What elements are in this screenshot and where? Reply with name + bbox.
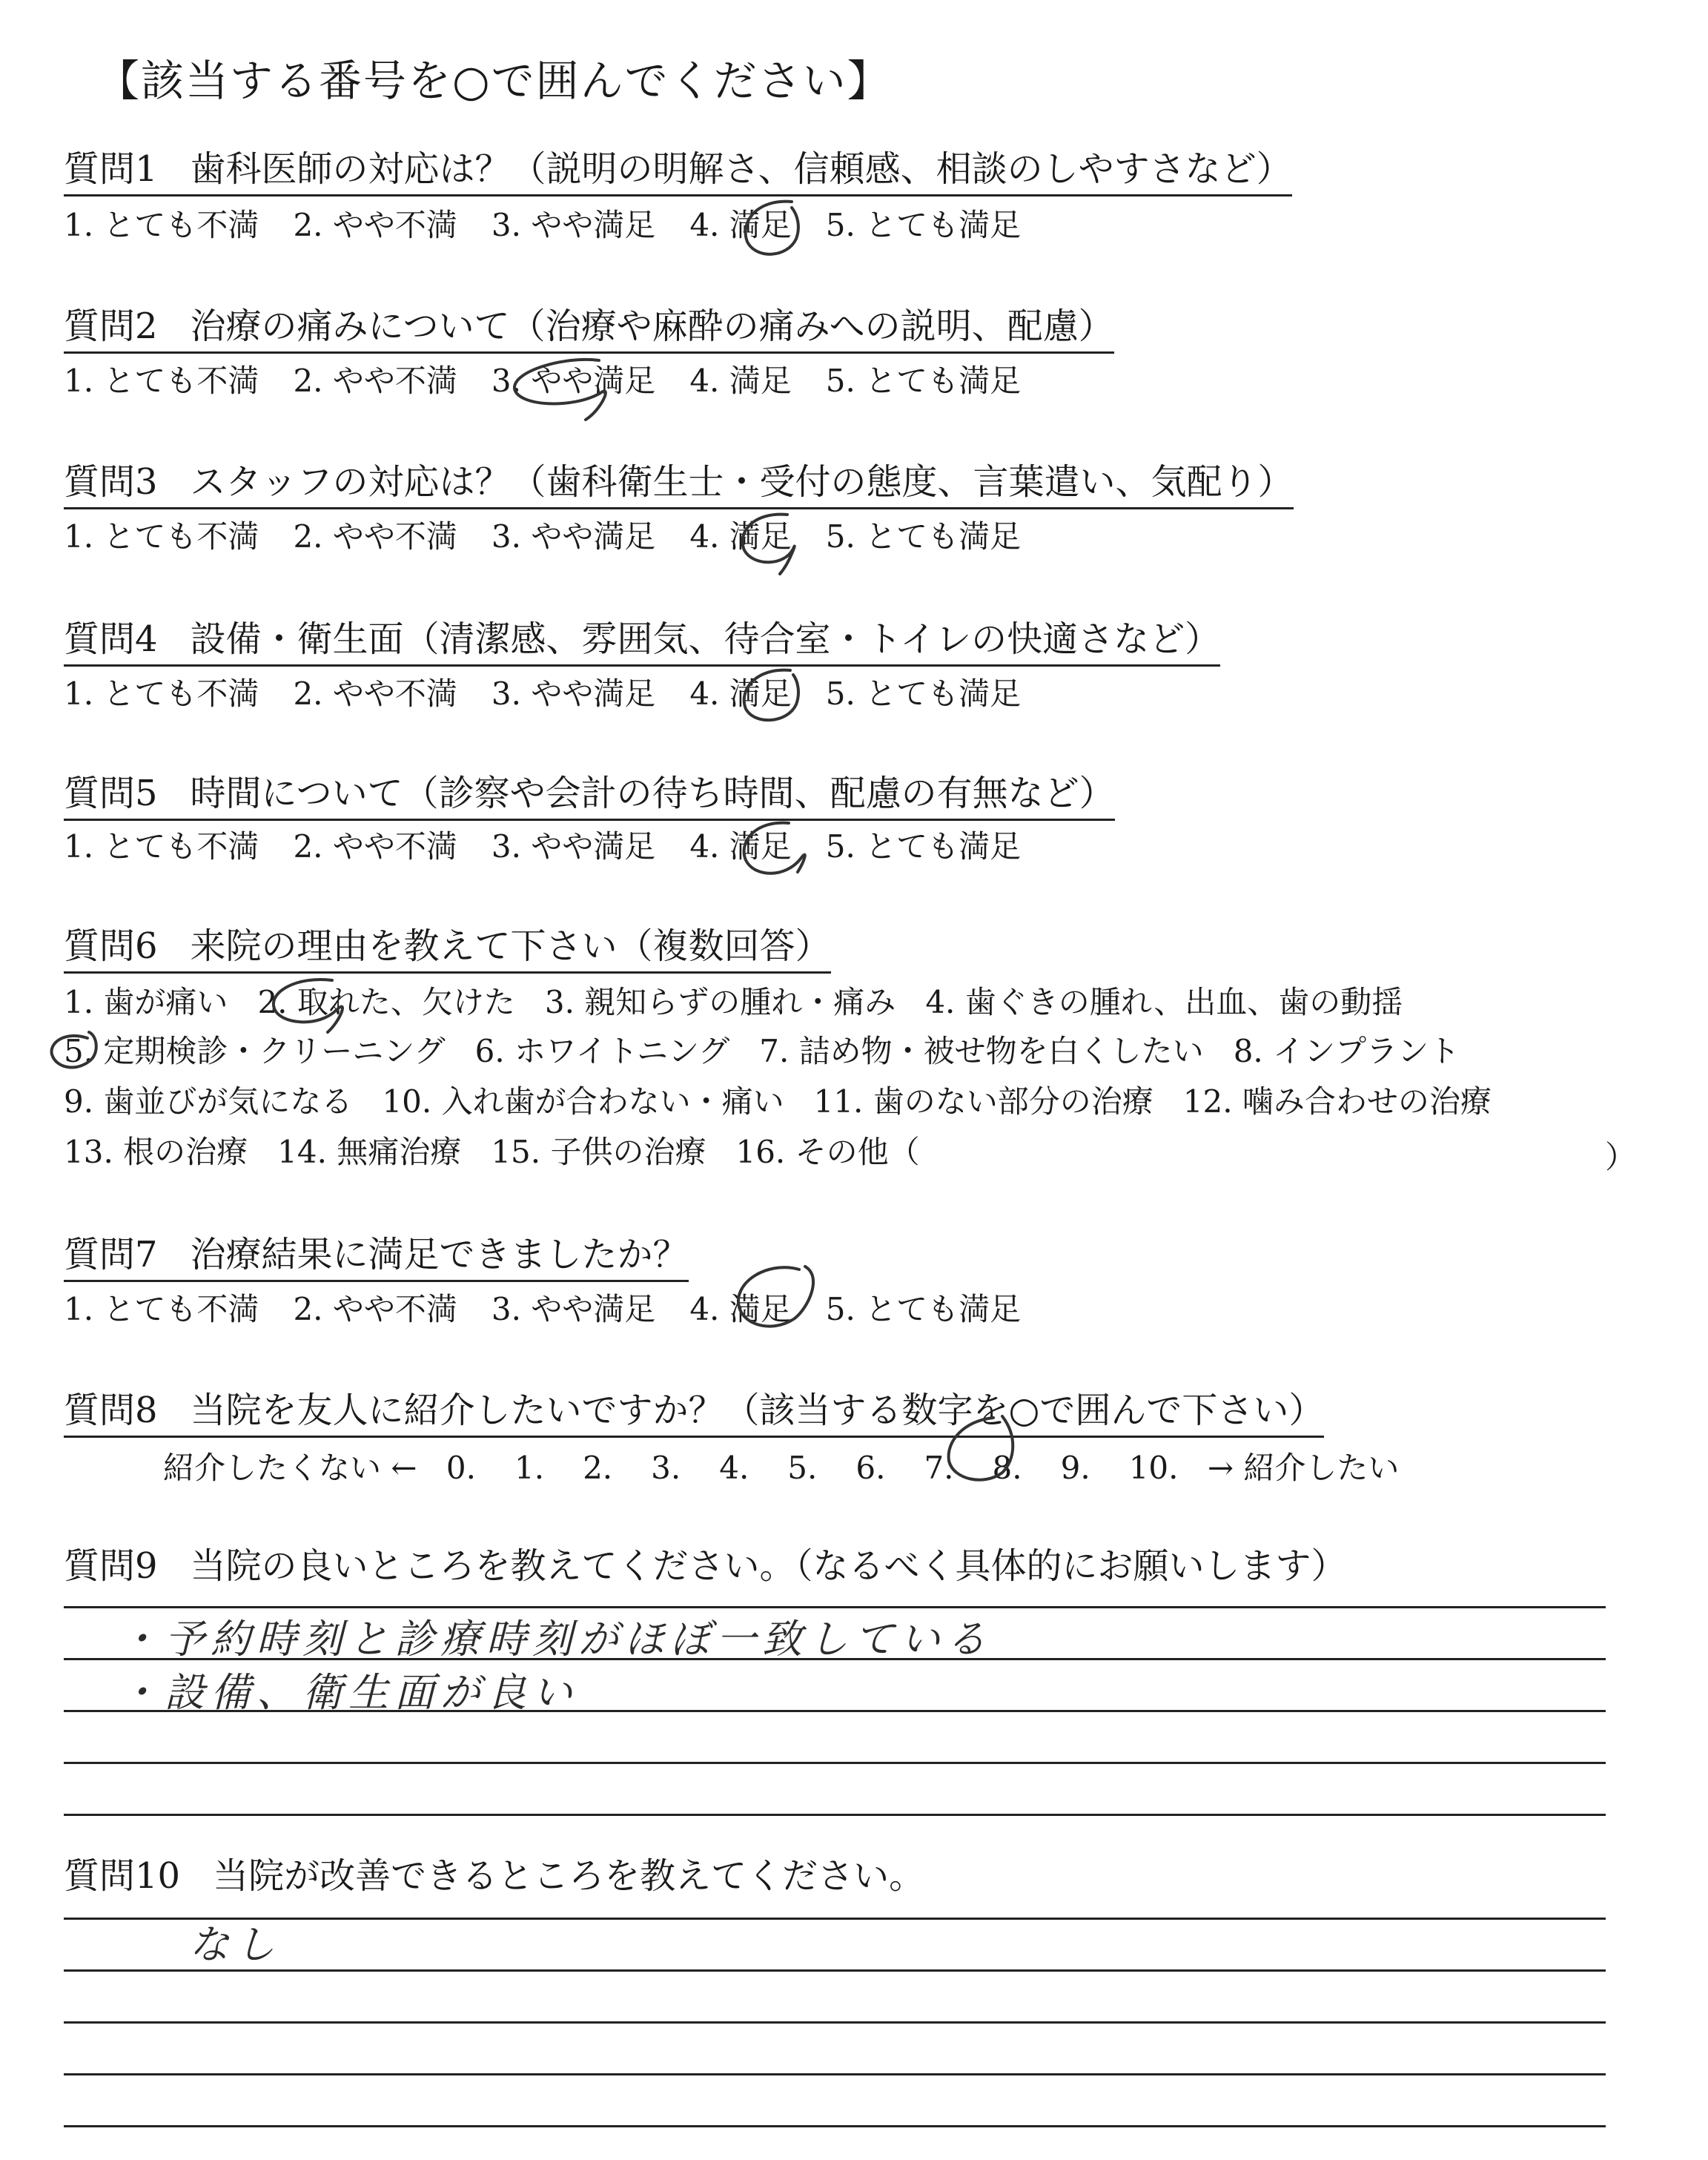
option-3[interactable]: 3. やや満足 bbox=[491, 828, 656, 865]
question-text: スタッフの対応は？（歯科衛生士・受付の態度、言葉遣い、気配り） bbox=[190, 461, 1294, 503]
options-q5 bbox=[64, 828, 1055, 866]
option-1[interactable]: 1. とても不満 bbox=[64, 1291, 259, 1327]
question-text: 来院の理由を教えて下さい（複数回答） bbox=[190, 925, 831, 967]
question-label: 質問10 bbox=[64, 1855, 181, 1897]
reason-4[interactable]: 4. 歯ぐきの腫れ、出血、歯の動揺 bbox=[925, 984, 1403, 1020]
option-3[interactable]: 3. やや満足 bbox=[491, 1291, 656, 1327]
question-3 bbox=[64, 460, 1294, 509]
scale-7[interactable]: 7. bbox=[924, 1450, 954, 1486]
question-7 bbox=[64, 1232, 689, 1282]
option-4[interactable]: 4. 満足 bbox=[689, 676, 792, 712]
reason-15[interactable]: 15. 子供の治療 bbox=[491, 1134, 706, 1170]
question-text: 治療結果に満足できましたか？ bbox=[190, 1234, 689, 1275]
question-text: 時間について（診察や会計の待ち時間、配慮の有無など） bbox=[190, 773, 1115, 814]
options-q4 bbox=[64, 675, 1055, 713]
option-2[interactable]: 2. やや不満 bbox=[293, 828, 457, 865]
answer-line bbox=[64, 1814, 1606, 1816]
options-q1 bbox=[64, 206, 1055, 245]
answer-line bbox=[64, 1762, 1606, 1764]
option-4[interactable]: 4. 満足 bbox=[689, 363, 792, 399]
question-text: 設備・衛生面（清潔感、雰囲気、待合室・トイレの快適さなど） bbox=[190, 618, 1221, 660]
option-1[interactable]: 1. とても不満 bbox=[64, 207, 259, 243]
question-label: 質問1 bbox=[64, 148, 158, 190]
page-title: 【該当する番号を○で囲んでください】 bbox=[96, 56, 892, 106]
question-label: 質問3 bbox=[64, 461, 158, 503]
reason-12[interactable]: 12. 噛み合わせの治療 bbox=[1182, 1083, 1492, 1120]
question-9 bbox=[64, 1544, 1347, 1588]
option-2[interactable]: 2. やや不満 bbox=[293, 1291, 457, 1327]
question-8 bbox=[64, 1388, 1324, 1438]
scale-2[interactable]: 2. bbox=[583, 1450, 613, 1486]
scale-8[interactable]: 8. bbox=[992, 1450, 1022, 1486]
question-label: 質問5 bbox=[64, 773, 158, 814]
question-text: 歯科医師の対応は？（説明の明解さ、信頼感、相談のしやすさなど） bbox=[190, 148, 1292, 190]
option-1[interactable]: 1. とても不満 bbox=[64, 363, 259, 399]
option-2[interactable]: 2. やや不満 bbox=[293, 676, 457, 712]
option-4[interactable]: 4. 満足 bbox=[689, 828, 792, 865]
handwritten-answer-2[interactable]: ・設備、衛生面が良い bbox=[119, 1669, 578, 1716]
question-label: 質問8 bbox=[64, 1390, 158, 1431]
question-label: 質問2 bbox=[64, 305, 158, 347]
option-5[interactable]: 5. とても満足 bbox=[825, 828, 1022, 865]
reason-11[interactable]: 11. 歯のない部分の治療 bbox=[813, 1083, 1153, 1120]
option-4[interactable]: 4. 満足 bbox=[689, 1291, 792, 1327]
question-1 bbox=[64, 147, 1292, 196]
scale-3[interactable]: 3. bbox=[651, 1450, 681, 1486]
question-4 bbox=[64, 617, 1220, 667]
option-1[interactable]: 1. とても不満 bbox=[64, 676, 259, 712]
scale-6[interactable]: 6. bbox=[855, 1450, 886, 1486]
scale-5[interactable]: 5. bbox=[787, 1450, 818, 1486]
question-10 bbox=[64, 1854, 924, 1898]
question-label: 質問6 bbox=[64, 925, 158, 967]
option-5[interactable]: 5. とても満足 bbox=[825, 207, 1022, 243]
answer-line bbox=[64, 1918, 1606, 1920]
option-2[interactable]: 2. やや不満 bbox=[293, 207, 457, 243]
reasons-row-1 bbox=[64, 983, 1432, 1022]
reasons-row-4 bbox=[64, 1133, 950, 1172]
question-label: 質問7 bbox=[64, 1234, 158, 1275]
answer-line bbox=[64, 2073, 1606, 2075]
reason-16[interactable]: 16. その他（ bbox=[735, 1134, 920, 1170]
question-label: 質問9 bbox=[64, 1545, 158, 1587]
options-q3 bbox=[64, 518, 1055, 556]
option-3[interactable]: 3. やや満足 bbox=[491, 363, 656, 399]
answer-line bbox=[64, 1969, 1606, 1972]
question-text: 当院の良いところを教えてください。（なるべく具体的にお願いします） bbox=[190, 1545, 1347, 1587]
question-text: 当院が改善できるところを教えてください。 bbox=[213, 1855, 925, 1897]
handwritten-answer[interactable]: なし bbox=[189, 1921, 281, 1968]
reason-10[interactable]: 10. 入れ歯が合わない・痛い bbox=[382, 1083, 784, 1120]
handwritten-answer-1[interactable]: ・予約時刻と診療時刻がほぼ一致している bbox=[119, 1616, 992, 1662]
reason-8[interactable]: 8. インプラント bbox=[1233, 1033, 1460, 1069]
reason-6[interactable]: 6. ホワイトニング bbox=[474, 1033, 730, 1069]
reasons-row-3 bbox=[64, 1083, 1521, 1121]
option-5[interactable]: 5. とても満足 bbox=[825, 363, 1022, 399]
option-3[interactable]: 3. やや満足 bbox=[491, 207, 656, 243]
question-2 bbox=[64, 304, 1114, 354]
question-text: 治療の痛みについて（治療や麻酔の痛みへの説明、配慮） bbox=[190, 305, 1114, 347]
other-close-paren: ） bbox=[1605, 1139, 1637, 1175]
scale-left-label: 紹介したくない ← bbox=[163, 1450, 417, 1486]
scale-4[interactable]: 4. bbox=[719, 1450, 749, 1486]
option-4[interactable]: 4. 満足 bbox=[689, 518, 792, 555]
option-5[interactable]: 5. とても満足 bbox=[825, 676, 1022, 712]
option-2[interactable]: 2. やや不満 bbox=[293, 363, 457, 399]
reason-3[interactable]: 3. 親知らずの腫れ・痛み bbox=[544, 984, 896, 1020]
option-5[interactable]: 5. とても満足 bbox=[825, 1291, 1022, 1327]
reasons-row-2 bbox=[64, 1032, 1489, 1071]
reason-1[interactable]: 1. 歯が痛い bbox=[64, 984, 228, 1020]
scale-9[interactable]: 9. bbox=[1060, 1450, 1090, 1486]
option-1[interactable]: 1. とても不満 bbox=[64, 828, 259, 865]
reason-2[interactable]: 2. 取れた、欠けた bbox=[257, 984, 515, 1020]
option-1[interactable]: 1. とても不満 bbox=[64, 518, 259, 555]
reason-13[interactable]: 13. 根の治療 bbox=[64, 1134, 248, 1170]
option-3[interactable]: 3. やや満足 bbox=[491, 518, 656, 555]
option-3[interactable]: 3. やや満足 bbox=[491, 676, 656, 712]
scale-10[interactable]: 10. bbox=[1128, 1450, 1179, 1486]
answer-line bbox=[64, 2125, 1606, 2127]
question-text: 当院を友人に紹介したいですか？（該当する数字を○で囲んで下さい） bbox=[190, 1390, 1325, 1431]
options-q7 bbox=[64, 1290, 1055, 1329]
reason-7[interactable]: 7. 詰め物・被せ物を白くしたい bbox=[759, 1033, 1204, 1069]
option-4[interactable]: 4. 満足 bbox=[689, 207, 792, 243]
options-q2 bbox=[64, 362, 1055, 400]
scale-right-label: → 紹介したい bbox=[1207, 1450, 1400, 1486]
recommend-scale bbox=[163, 1449, 1399, 1487]
option-5[interactable]: 5. とても満足 bbox=[825, 518, 1022, 555]
scale-1[interactable]: 1. bbox=[514, 1450, 545, 1486]
option-2[interactable]: 2. やや不満 bbox=[293, 518, 457, 555]
scale-0[interactable]: 0. bbox=[446, 1450, 476, 1486]
question-label: 質問4 bbox=[64, 618, 158, 660]
question-6 bbox=[64, 924, 831, 974]
question-5 bbox=[64, 771, 1115, 821]
reason-14[interactable]: 14. 無痛治療 bbox=[277, 1134, 462, 1170]
answer-line bbox=[64, 2021, 1606, 2024]
reason-9[interactable]: 9. 歯並びが気になる bbox=[64, 1083, 353, 1120]
reason-5[interactable]: 5. 定期検診・クリーニング bbox=[64, 1033, 446, 1069]
